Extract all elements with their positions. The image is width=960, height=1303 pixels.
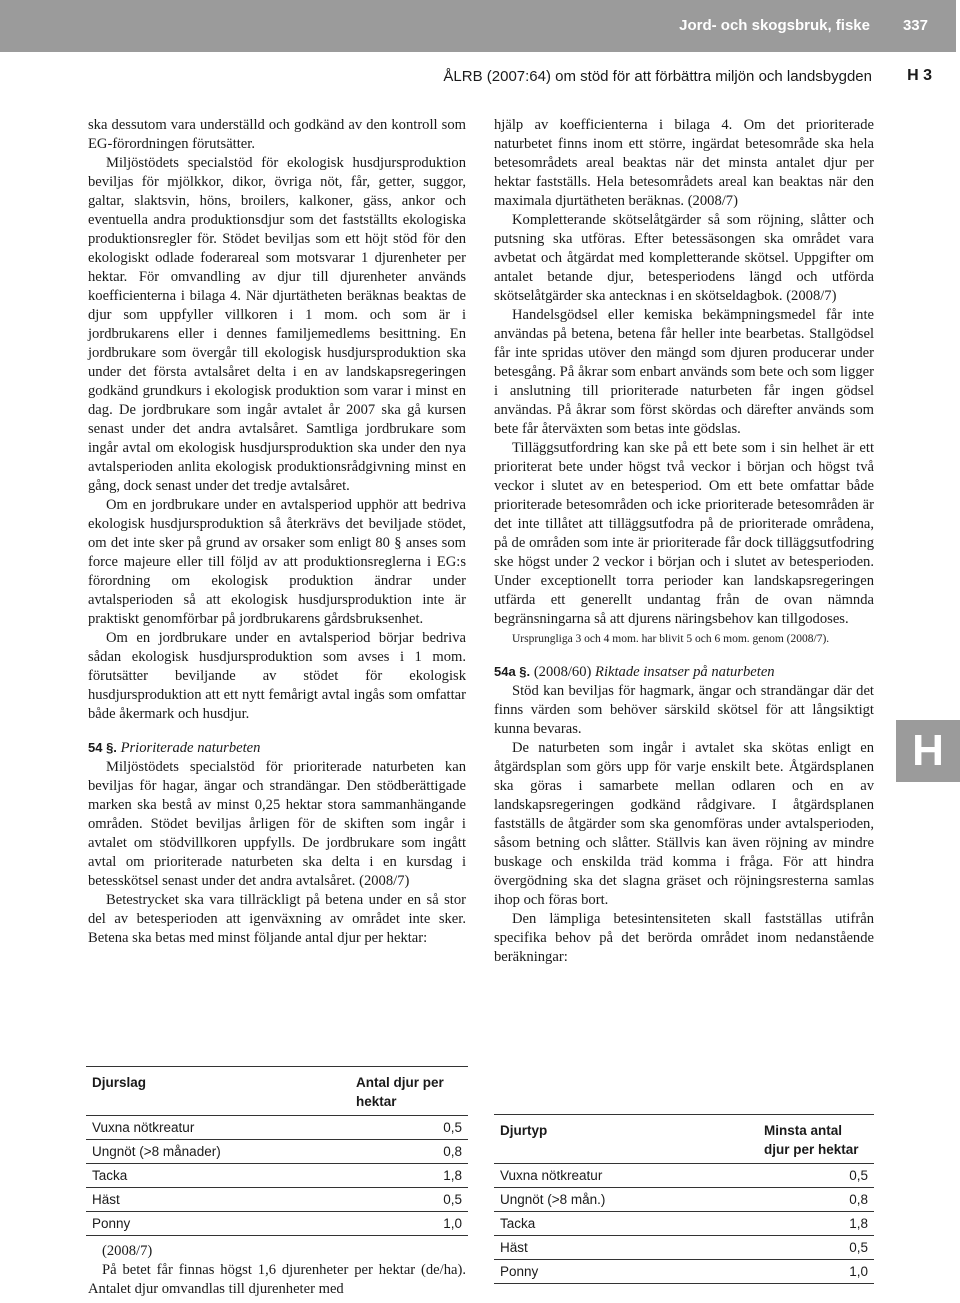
table-header-row [494,1115,874,1164]
paragraph: Om en jordbrukare under en avtalsperiod börjar bedriva sådan ekologisk husdjursproduktion som avses i 1 mom. förutsätter beviljande av stödet för ekologisk husdjursproduktion att ett nytt femårigt avtal ingås som omfattar både åkermark och husdjur. [88,630,466,722]
paragraph: Handelsgödsel eller kemiska bekämpningsmedel får inte användas på betena, betena får heller inte bearbetas. Stallgödsel får inte spridas utöver den mängd som djuren producerar under betesgång. På åkrar som enbart används som bete och som ligger i anslutning till prioriterade naturbeten får ingen gödsel användas. På åkrar som först skördas och därefter används som bete får återväxten som betas inte gödslas. [494,307,874,437]
paragraph: Stöd kan beviljas för hagmark, ängar och strandängar där det finns värden som behöver särskild skötsel för att långsiktigt kunna bevaras. [494,683,874,737]
value-cell: 0,8 [758,1188,874,1212]
section-54a-heading [494,662,874,682]
chapter-tab: H [896,720,960,782]
value-cell: 1,8 [350,1164,468,1188]
table-row [86,1212,468,1236]
paragraph: På betet får finnas högst 1,6 djurenheter per hektar (de/ha). Antalet djur omvandlas till djurenheter med [88,1262,466,1297]
amendment-ref: (2008/7) [102,1243,153,1259]
right-column [494,116,874,967]
table-row [494,1164,874,1188]
paragraph: hjälp av koefficienterna i bilaga 4. Om det prioriterade naturbetet finns inom ett större, ingärdat betesområde ska hela betesområdets areal beaktas när det minsta antalet djur per hektar fastställs. Hela betesområdets areal kan beaktas när den maximala djurtätheten beräknas. (2008/7) [494,117,874,209]
paragraph: Miljöstödets specialstöd för ekologisk husdjursproduktion beviljas för mjölkkor, dikor, övriga nöt, får, getter, suggor, galtar, slaktsvin, höns, broilers, kalkoner, gäss, ankor och eventuella andra produktionsdjur som det fastställts ekologiska produktionsregler för. Stödet beviljas som ett höjt stöd för den ekologiskt odlade foderareal som motsvarar 1 djurenheter per hektar. För omvandling av djur till djurenheter används koefficienterna i bilaga 4. När djurtätheten beräknas beaktas de djur som uppfyller villkoren i 1 mom. och som är i jordbrukarens eller i dennes familjemedlems besittning. En jordbrukare som övergår till ekologisk husdjursproduktion ska under det första avtalsåret delta i en av landskapsregeringen godkänd grundkurs i ekologisk produktion som varar i minst en dag. De jordbrukare som ingår avtalet år 2007 ska gå kursen senast under det andra avtalsåret. Samtliga jordbrukare som ingår avtal om ekologisk husdjursproduktion ska under den nya avtalsperioden anlita ekologisk produktionsrådgivning minst en gång, dock senast under det tredje avtalsåret. [88,155,466,494]
column-header: Minsta antal djur per hektar [758,1115,874,1164]
section-title: Jord- och skogsbruk, fiske [679,17,870,34]
animal-density-table [86,1066,468,1236]
value-cell: 0,5 [350,1188,468,1212]
paragraph: Om en jordbrukare under en avtalsperiod upphör att bedriva ekologisk husdjursproduktion så återkrävs det beviljade stödet, om det inte sker på grund av orsaker som enligt 80 § anses som force majeure eller till följd av att produktionsreglerna i EG:s förordning om ekologisk produktion ändrar under avtalsperioden så att ekologisk husdjursproduktion inte är praktiskt genomförbar på jordbrukarens gårdsbruksenhet. [88,497,466,627]
animal-cell: Ungnöt (>8 mån.) [494,1188,758,1212]
table-row [86,1116,468,1140]
table-row [494,1236,874,1260]
running-title: ÅLRB (2007:64) om stöd för att förbättra miljön och landsbygden [443,68,872,85]
section-ref: (2008/60) [533,664,592,680]
section-number: 54a §. [494,664,531,679]
table-row [86,1188,468,1212]
animal-cell: Vuxna nötkreatur [86,1116,350,1140]
value-cell: 0,5 [350,1116,468,1140]
left-column [88,116,466,948]
min-animal-table [494,1114,874,1284]
value-cell: 1,8 [758,1212,874,1236]
paragraph: Tilläggsutfordring kan ske på ett bete som i sin helhet är ett prioriterat bete under högst två veckor i början och högst två veckor i slutet av en betesperiod. Om ett bete omfattar både prioriterade betesområden och icke prioriterade betesområden är det inte tillåtet att tilläggsutfodra på de prioriterade områdena, på de områden som inte är prioriterade får dock tilläggsutfodring ske högst under 2 veckor i början och i slutet av betesperioden. Under exceptionellt torra perioder kan landskapsregeringen utfärda ett generellt undantag från de ovan nämnda begränsningarna så att djurens näringsbehov kan tillgodoses. [494,440,874,627]
table-row [494,1188,874,1212]
paragraph: Kompletterande skötselåtgärder så som röjning, slåtter och putsning ska utföras. Efter betessäsongen ska området vara avbetat och åtgärdat med kompletterande skötsel. Uppgifter om antalet betande djur, betesperiodens längd och utförda skötselåtgärder ska antecknas i en skötseldagbok. (2008/7) [494,212,874,304]
chapter-code: H 3 [907,67,932,84]
section-number: 54 §. [88,740,117,755]
column-header: Antal djur per hektar [350,1067,468,1116]
animal-cell: Häst [86,1188,350,1212]
section-title: Riktade insatser på naturbeten [595,664,775,680]
table-row [86,1140,468,1164]
section-title: Prioriterade naturbeten [120,740,261,756]
value-cell: 1,0 [350,1212,468,1236]
table-header-row [86,1067,468,1116]
section-54-heading [88,738,466,758]
paragraph: Betestrycket ska vara tillräckligt på betena under en så stor del av betesperioden att igenväxning av området inte sker. Betena ska betas med minst följande antal djur per hektar: [88,892,466,946]
value-cell: 0,5 [758,1236,874,1260]
page-header-bar [0,0,956,52]
animal-cell: Häst [494,1236,758,1260]
animal-cell: Tacka [494,1212,758,1236]
animal-cell: Tacka [86,1164,350,1188]
table-row [86,1164,468,1188]
after-table-text [88,1242,466,1299]
animal-cell: Ungnöt (>8 månader) [86,1140,350,1164]
table-row [494,1260,874,1284]
table-row [494,1212,874,1236]
page-number: 337 [902,17,928,34]
value-cell: 0,8 [350,1140,468,1164]
paragraph: Den lämpliga betesintensiteten skall fastställas utifrån specifika behov på det berörda området inom nedanstående beräkningar: [494,911,874,965]
value-cell: 1,0 [758,1260,874,1284]
animal-cell: Ponny [86,1212,350,1236]
animal-cell: Ponny [494,1260,758,1284]
paragraph: De naturbeten som ingår i avtalet ska skötas enligt en åtgärdsplan som görs upp för varje enskilt bete. Åtgärdsplanen ska göras i samarbete mellan odlaren och en av landskapsregeringen godkänd rådgivare. I åtgärdsplanen fastställs de åtgärder som ska genomföras under avtalsperioden, såsom betning och slåtter. Ställvis kan även röjning av mindre buskage och enskilda träd komma i fråga. För att hindra övergödning ska det slagna gräset och röjningsresterna samlas ihop och föras bort. [494,740,874,908]
footnote: Ursprungliga 3 och 4 mom. har blivit 5 och 6 mom. genom (2008/7). [512,633,830,645]
column-header: Djurtyp [494,1115,758,1164]
animal-cell: Vuxna nötkreatur [494,1164,758,1188]
value-cell: 0,5 [758,1164,874,1188]
column-header: Djurslag [86,1067,350,1116]
paragraph: Miljöstödets specialstöd för prioriterade naturbeten kan beviljas för hagar, ängar och strandängar. Den stödberättigade marken ska bestå av minst 0,25 hektar stora sammanhängande områden. Stödet beviljas årligen för de skiften som ingår i avtalet om stödvillkoren uppfylls. De jordbrukare som ingått avtal om prioriterade naturbeten ska delta i en kursdag i betesskötsel senast under det andra avtalsåret. (2008/7) [88,759,466,889]
paragraph: ska dessutom vara underställd och godkänd av den kontroll som EG-förordningen förutsätter. [88,117,466,152]
